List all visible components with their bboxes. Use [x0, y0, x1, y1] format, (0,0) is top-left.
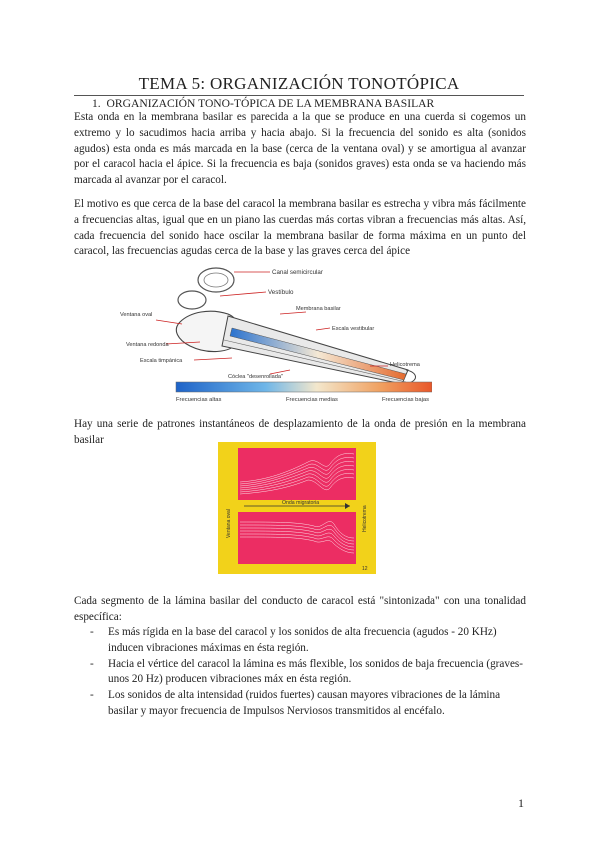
title-underline: [74, 95, 524, 96]
label-ventana-redonda: Ventana redonda: [126, 342, 169, 348]
bullet-dash: -: [90, 689, 94, 702]
cochlea-diagram: [120, 262, 432, 410]
label-freq-altas: Frecuencias altas: [176, 397, 222, 403]
label-vestibulo: Vestíbulo: [268, 289, 294, 296]
label-escala-vestibular: Escala vestibular: [332, 326, 375, 332]
page-title: TEMA 5: ORGANIZACIÓN TONOTÓPICA: [138, 74, 460, 93]
label-coclea: Cóclea "desenrollada": [228, 374, 283, 380]
section-heading-text: ORGANIZACIÓN TONO-TÓPICA DE LA MEMBRANA BASILAR: [106, 97, 435, 110]
bullet-dash: -: [90, 657, 94, 670]
section-heading: [92, 97, 434, 110]
traveling-wave-figure: [218, 442, 376, 574]
label-escala-timpanica: Escala timpánica: [140, 358, 183, 364]
label-membrana-basilar: Membrana basilar: [296, 306, 341, 312]
frequency-gradient-bar: [176, 382, 432, 392]
bullet-list: [90, 625, 530, 720]
page-number: 1: [518, 796, 524, 810]
label-helicotrema-rotated: Helicotrema: [362, 505, 368, 532]
label-ventana-oval-rotated: Ventana oval: [226, 509, 232, 538]
bullet-text: Hacia el vértice del caracol la lámina es más flexible, los sonidos de baja frecuencia (graves- unos 20 Hz) producen vibraciones máx en ésta región.: [108, 657, 523, 686]
figure2-corner-number: 12: [362, 566, 368, 572]
figure2-bottom-panel: [238, 512, 356, 564]
paragraph-1: Esta onda en la membrana basilar es parecida a la que se produce en una cuerda si cogemos un extremo y lo sacudimos hacia arriba y hacia abajo. Si la frecuencia del sonido es alta (sonidos agudos) esta onda es más marcada en la base (cerca de la ventana oval) y se amortigua al avanzar por el caracol hacia el ápice. Si la frecuencia es baja (sonidos graves) esta onda se va haciendo más marcada al avanzar por el caracol.: [74, 111, 526, 187]
paragraph-3: Hay una serie de patrones instantáneos de desplazamiento de la onda de presión en la membrana basilar: [74, 418, 526, 446]
label-onda-migratoria: Onda migratoria: [282, 500, 320, 506]
list-item: [90, 625, 530, 657]
section-number: 1.: [92, 97, 101, 110]
label-canal: Canal semicircular: [272, 269, 323, 276]
bullet-text: Los sonidos de alta intensidad (ruidos fuertes) causan mayores vibraciones de la lámina basilar y mayor frecuencia de Impulsos Nerviosos transmitidos al encéfalo.: [108, 689, 501, 717]
paragraph-2: El motivo es que cerca de la base del caracol la membrana basilar es estrecha y vibra más fácilmente a frecuencias altas, igual que en un piano las cuerdas más cortas vibran a frecuencias más altas. Así, cada frecuencia del sonido hace oscilar la membrana basilar de forma máxima en un punto del caracol, las frecuencias agudas cerca de la base y las graves cerca del ápice: [74, 198, 526, 258]
label-freq-medias: Frecuencias medias: [286, 397, 338, 403]
semicircular-canal-shape: [198, 268, 234, 292]
bullet-dash: -: [90, 626, 94, 638]
label-helicotrema: Helicotrema: [390, 362, 420, 368]
paragraph-4: Cada segmento de la lámina basilar del conducto de caracol está "sintonizada" con una tonalidad específica:: [74, 595, 526, 623]
label-ventana-oval: Ventana oval: [120, 312, 153, 318]
basilar-membrane-shape: [230, 328, 406, 380]
bullet-text: Es más rígida en la base del caracol y los sonidos de alta frecuencia (agudos - 20 KHz) inducen vibraciones máximas en ésta región.: [108, 626, 497, 654]
list-item: [90, 657, 530, 689]
label-freq-bajas: Frecuencias bajas: [382, 397, 430, 403]
list-item: [90, 688, 530, 720]
